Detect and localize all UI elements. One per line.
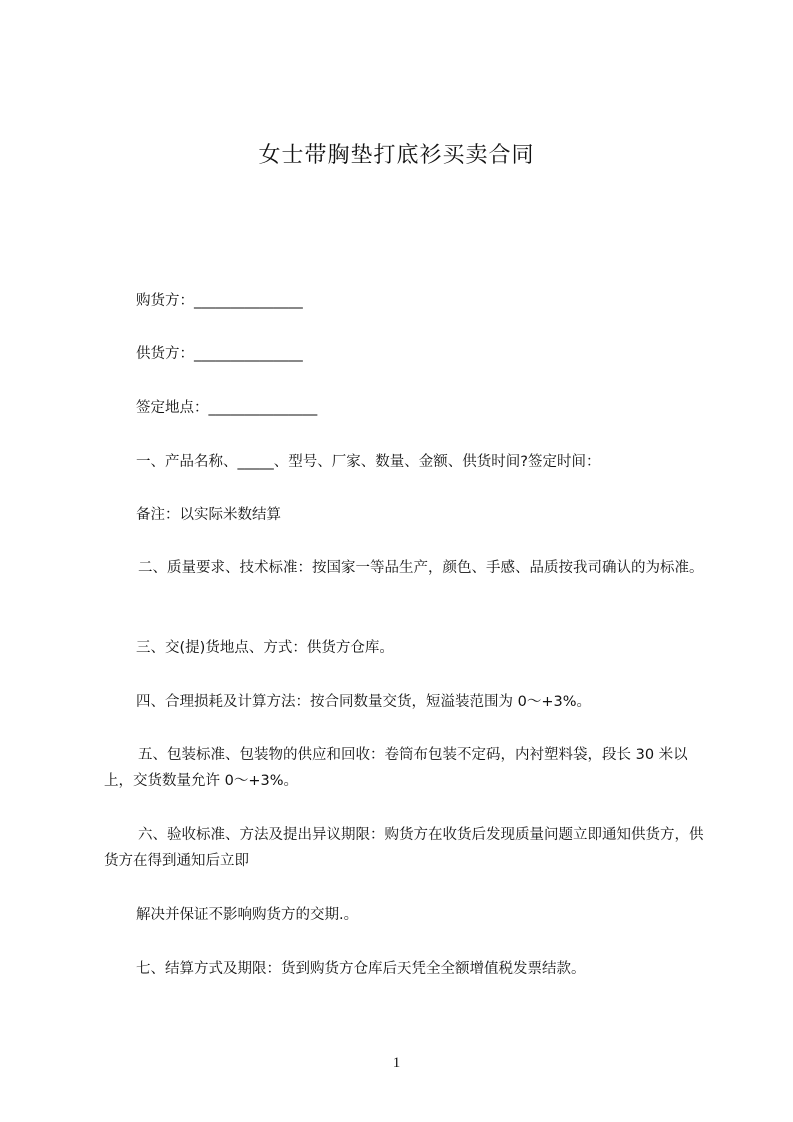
- signing-place-line: 签定地点：_______________: [136, 400, 318, 416]
- supplier-line: 供货方：_______________: [136, 346, 303, 362]
- clause-6: 六、验收标准、方法及提出异议期限：购货方在收货后发现质量问题立即通知供货方，供货方在得到通知后立即: [104, 827, 704, 869]
- clause-1: 一、产品名称、_____、型号、厂家、数量、金额、供货时间?签定时间：: [136, 454, 601, 470]
- clause-6-continued: 解决并保证不影响购货方的交期.。: [136, 907, 359, 923]
- page-number: 1: [392, 1055, 401, 1071]
- clause-2: 二、质量要求、技术标准：按国家一等品生产，颜色、手感、品质按我司确认的为标准。: [138, 560, 704, 576]
- clause-5: 五、包装标准、包装物的供应和回收：卷筒布包装不定码，内衬塑料袋，段长 30 米以上，交货数量允许 0～+3%。: [104, 747, 688, 789]
- clause-4: 四、合理损耗及计算方法：按合同数量交货，短溢装范围为 0～+3%。: [136, 694, 591, 710]
- document-title: 女士带胸垫打底衫买卖合同: [258, 143, 535, 168]
- remark: 备注：以实际米数结算: [136, 507, 281, 523]
- clause-3: 三、交(提)货地点、方式：供货方仓库。: [136, 640, 394, 656]
- clause-7: 七、结算方式及期限：货到购货方仓库后天凭全全额增值税发票结款。: [136, 961, 586, 977]
- buyer-line: 购货方：_______________: [136, 293, 303, 309]
